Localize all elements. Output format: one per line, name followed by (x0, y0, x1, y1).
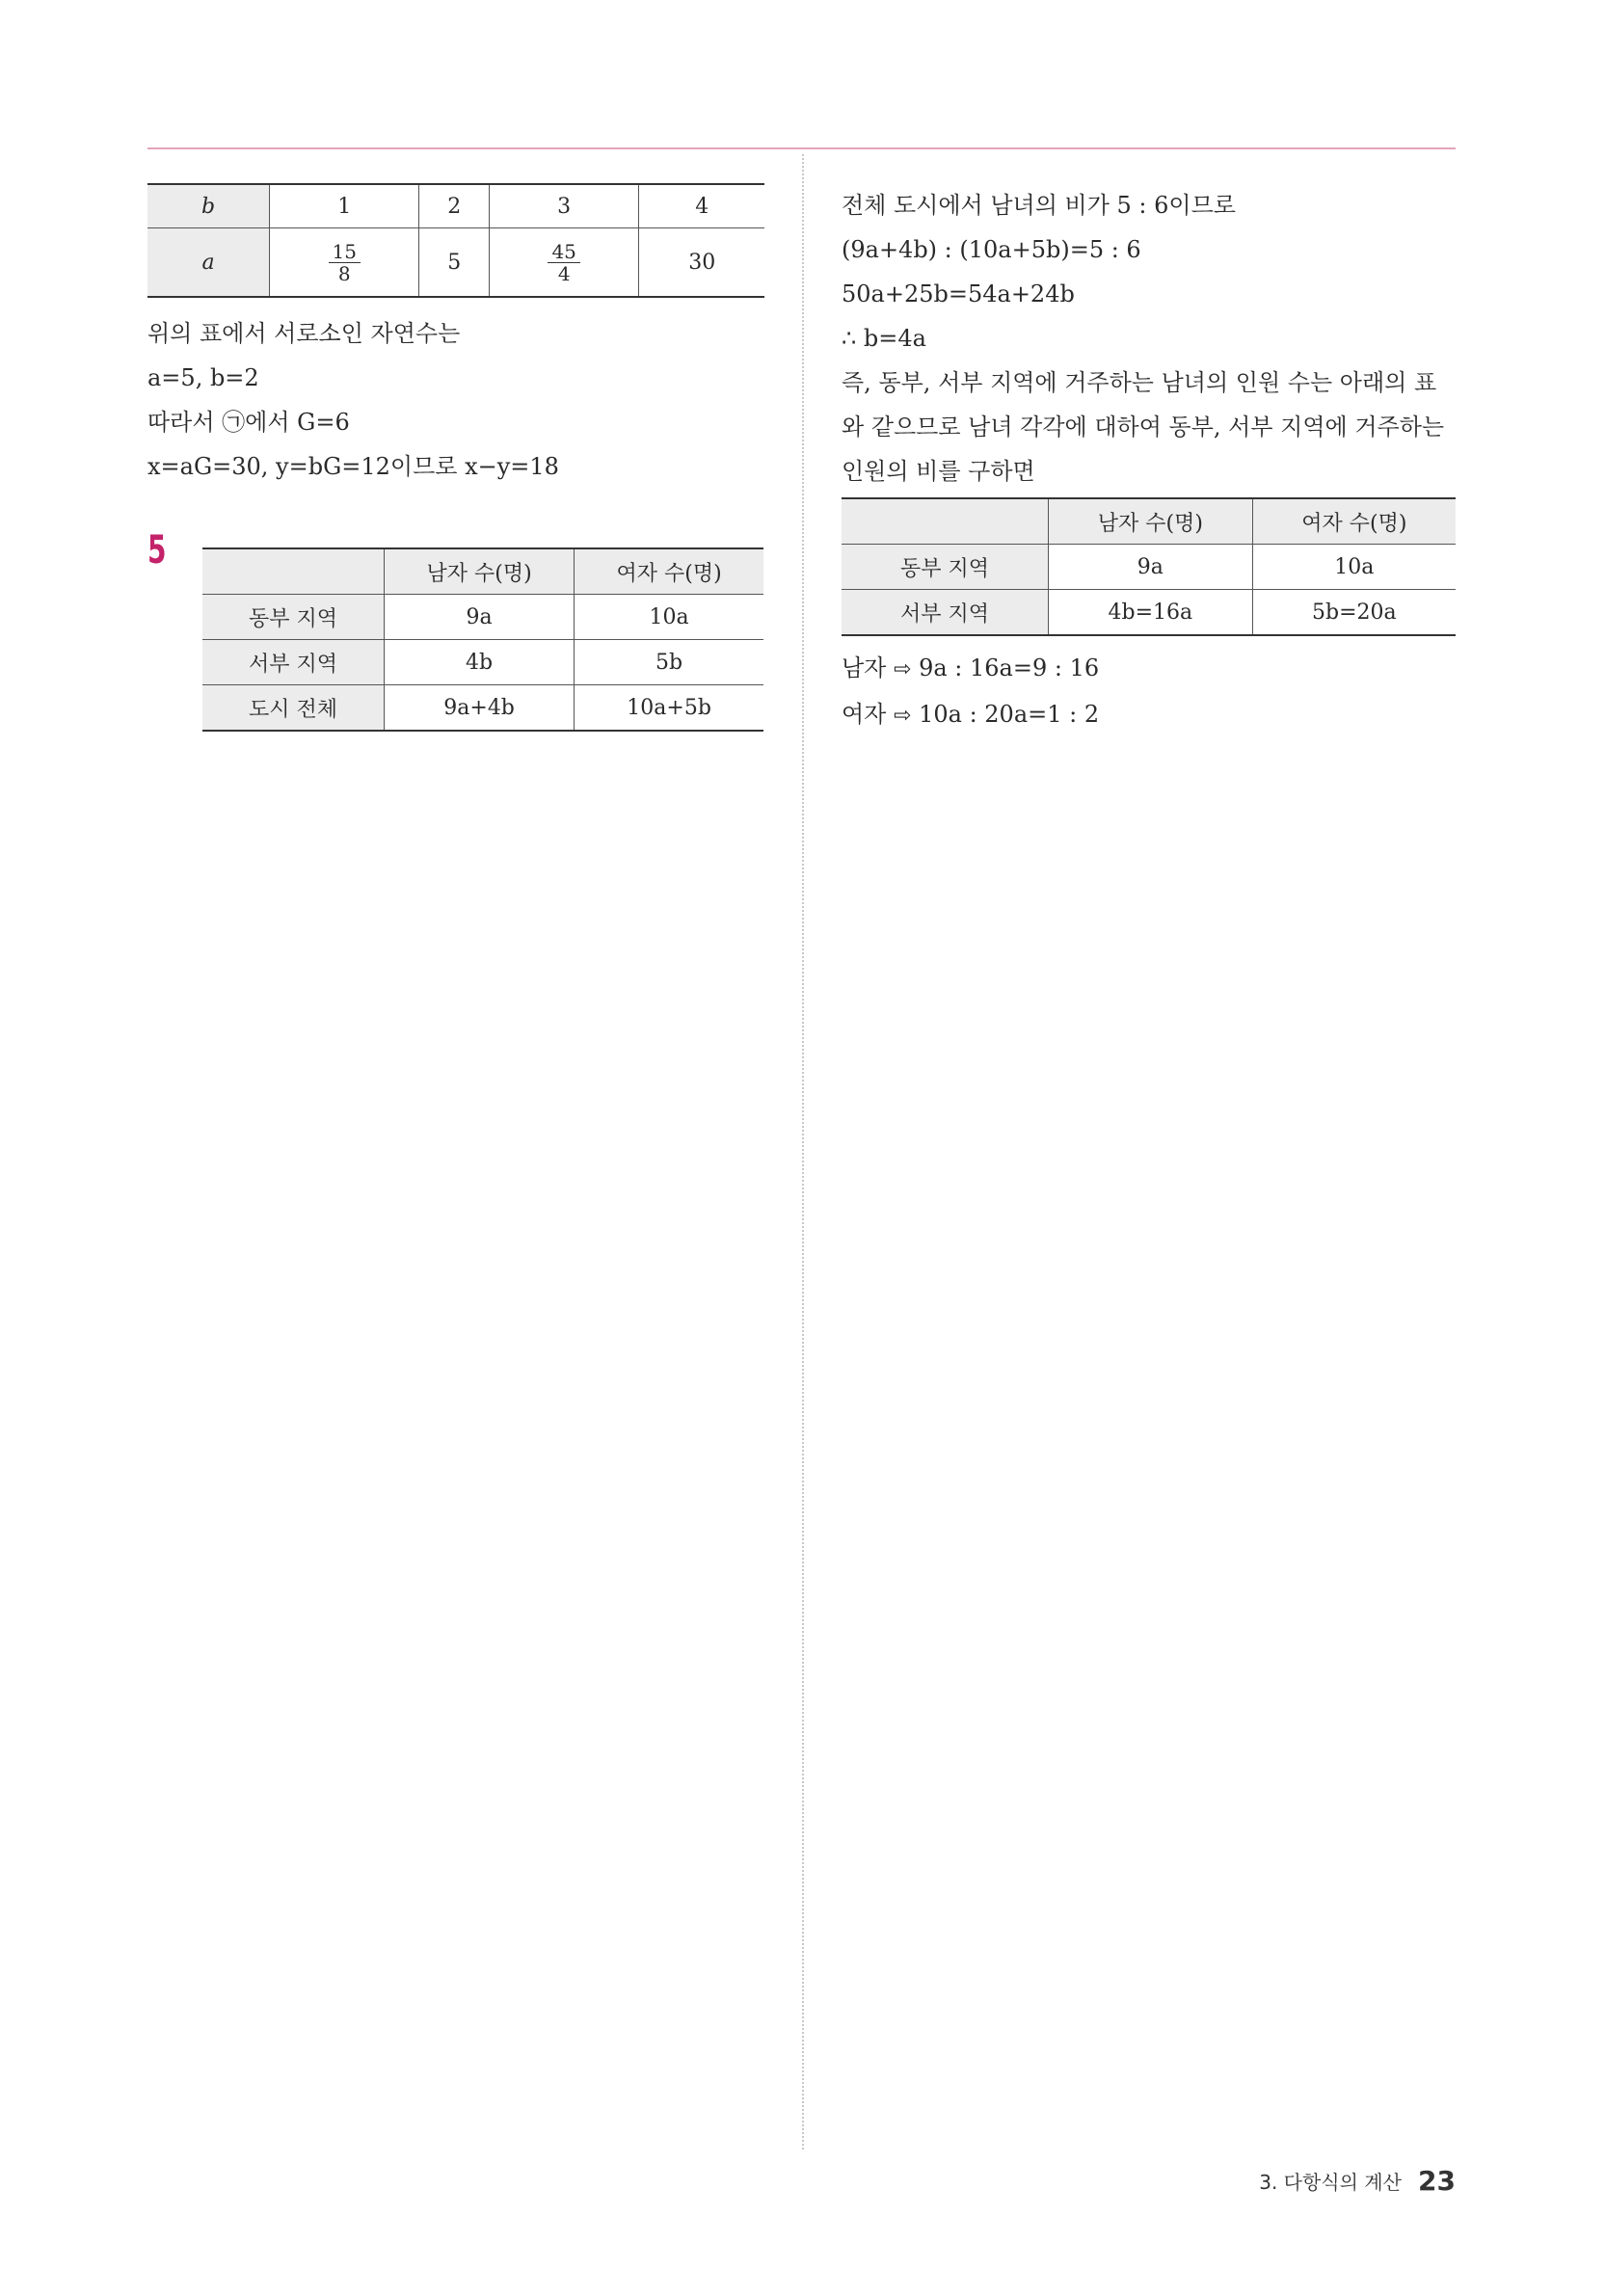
table-cell: 서부 지역 (202, 640, 385, 685)
fraction (329, 241, 361, 284)
table-cell: 5b (575, 640, 763, 685)
equation-line: 50a+25b=54a+24b (842, 280, 1075, 307)
male-ratio: 9a : 16a=9 : 16 (919, 654, 1100, 681)
fraction-numerator: 45 (548, 241, 579, 263)
table-row (147, 184, 764, 228)
paragraph: 즉, 동부, 서부 지역에 거주하는 남녀의 인원 수는 아래의 표와 같으므로 남녀 각각에 대하여 동부, 서부 지역에 거주하는 인원의 비를 구하면 (842, 369, 1445, 485)
table-row (202, 685, 763, 732)
female-ratio-line (842, 692, 1456, 738)
table-cell: 5 (419, 228, 490, 298)
problem-number: 5 (147, 528, 167, 573)
table-cell: 9a+4b (385, 685, 575, 732)
equation-line: (9a+4b) : (10a+5b)=5 : 6 (842, 236, 1141, 263)
table-cell: 도시 전체 (202, 685, 385, 732)
table-cell: 4b=16a (1049, 590, 1253, 636)
male-label: 남자 (842, 654, 887, 681)
ratio-results (842, 646, 1456, 738)
left-column (147, 183, 764, 489)
equation-line: x=aG=30, y=bG=12이므로 x−y=18 (147, 453, 559, 480)
equation-line: a=5, b=2 (147, 364, 259, 391)
table-cell (489, 228, 638, 298)
ab-value-table (147, 183, 764, 298)
page-footer (1259, 2165, 1456, 2197)
right-arrow-icon: ⇨ (894, 704, 912, 728)
right-arrow-icon: ⇨ (894, 657, 912, 681)
table-cell: 4b (385, 640, 575, 685)
table-header (842, 498, 1049, 545)
fraction-denominator: 8 (337, 261, 351, 285)
row-header-b: b (147, 184, 270, 228)
table-cell: 9a (385, 595, 575, 640)
female-label: 여자 (842, 701, 887, 728)
table-cell (270, 228, 419, 298)
column-divider (802, 154, 804, 2149)
fraction-numerator: 15 (329, 241, 361, 263)
table-cell: 동부 지역 (202, 595, 385, 640)
table-cell: 9a (1049, 545, 1253, 590)
top-divider-line (147, 147, 1456, 149)
table-cell: 1 (270, 184, 419, 228)
table-row (147, 228, 764, 298)
male-ratio-line (842, 646, 1456, 692)
region-table-left (202, 547, 763, 732)
table-cell: 3 (489, 184, 638, 228)
text-line: 위의 표에서 서로소인 자연수는 (147, 320, 461, 347)
table-cell: 4 (639, 184, 764, 228)
table-header: 여자 수(명) (1252, 498, 1456, 545)
text-line: 전체 도시에서 남녀의 비가 5 : 6이므로 (842, 192, 1236, 219)
table-row (842, 545, 1456, 590)
table-row (842, 590, 1456, 636)
table-header-row (842, 498, 1456, 545)
table-cell: 2 (419, 184, 490, 228)
table-row (202, 640, 763, 685)
region-table-right (842, 497, 1456, 636)
table-cell: 5b=20a (1252, 590, 1456, 636)
table-cell: 10a (1252, 545, 1456, 590)
row-header-a: a (147, 228, 270, 298)
equation-line: 따라서 ㉠에서 G=6 (147, 409, 350, 436)
right-column (842, 183, 1456, 494)
table-header: 여자 수(명) (575, 548, 763, 595)
table-header: 남자 수(명) (385, 548, 575, 595)
table-cell: 10a (575, 595, 763, 640)
chapter-title: 3. 다항식의 계산 (1259, 2171, 1402, 2194)
fraction (548, 241, 579, 284)
table-cell: 30 (639, 228, 764, 298)
table-cell: 서부 지역 (842, 590, 1049, 636)
female-ratio: 10a : 20a=1 : 2 (919, 701, 1100, 728)
fraction-denominator: 4 (557, 261, 571, 285)
table-cell: 동부 지역 (842, 545, 1049, 590)
table-cell: 10a+5b (575, 685, 763, 732)
table-header (202, 548, 385, 595)
table-row (202, 595, 763, 640)
table-header: 남자 수(명) (1049, 498, 1253, 545)
table-header-row (202, 548, 763, 595)
page-number: 23 (1418, 2165, 1456, 2197)
equation-line: ∴ b=4a (842, 325, 926, 352)
